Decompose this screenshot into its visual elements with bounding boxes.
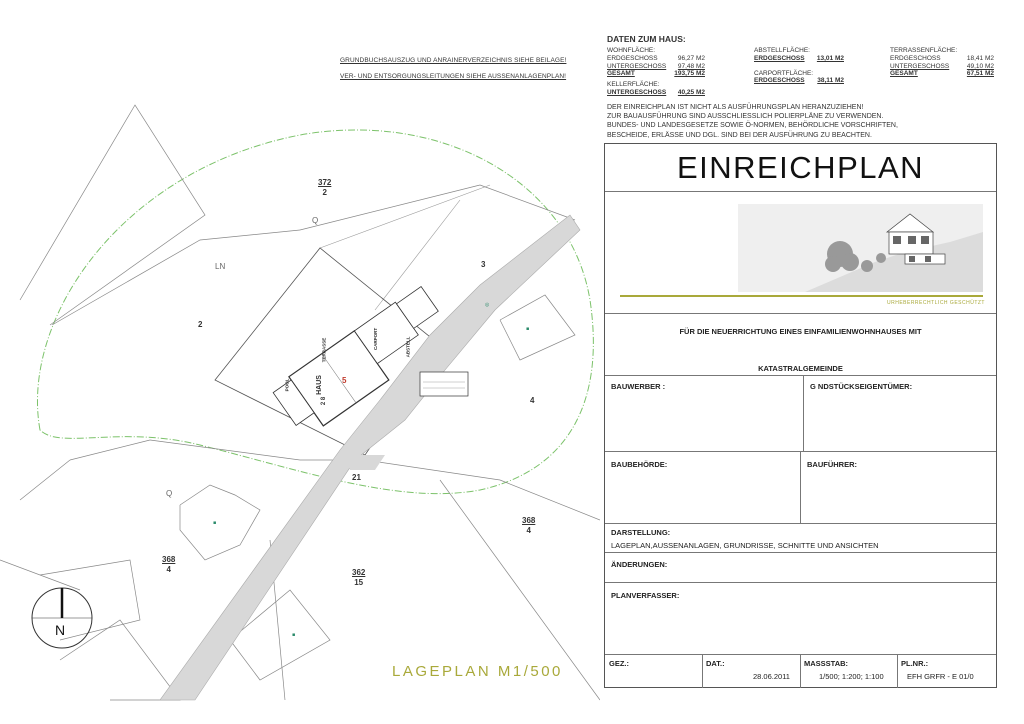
svg-text:▪: ▪: [526, 326, 530, 332]
house-illustration: [605, 192, 996, 312]
footer-row: [605, 655, 996, 688]
row-value: 49,10 M2: [966, 62, 994, 70]
row-value: 193,75 M2: [674, 70, 705, 78]
illustration-caption: URHEBERRECHTLICH GESCHÜTZT: [886, 300, 985, 306]
label-unit-5: 5: [342, 376, 347, 385]
row-value: 40,25 M2: [677, 88, 705, 96]
parcel-3: 3: [481, 260, 486, 269]
label-q-north: Q: [312, 216, 319, 225]
terrassenflaeche-heading: TERRASSENFLÄCHE:: [890, 47, 958, 54]
row-value: 67,51 M2: [966, 70, 994, 78]
parcel-sub: 15: [354, 578, 364, 587]
disclaimer-line: BESCHEIDE, ERLÄSSE UND DGL. SIND BEI DER AUSFÜHRUNG ZU BEACHTEN.: [607, 131, 872, 139]
row-label: ERDGESCHOSS: [754, 77, 805, 85]
row-value: 18,41 M2: [966, 54, 994, 62]
note-leitungen: VER- UND ENTSORGUNGSLEITUNGEN SIEHE AUSSENANLAGENPLAN!: [340, 73, 567, 80]
wohnflaeche-heading: WOHNFLÄCHE:: [607, 47, 656, 54]
row-label: UNTERGESCHOSS: [607, 62, 667, 70]
row-value: 96,27 M2: [677, 54, 705, 62]
wohnflaeche-row: [607, 63, 705, 71]
darstellung-label: DARSTELLUNG:: [611, 528, 671, 537]
aenderungen-section: [605, 553, 996, 583]
planverfasser-label: PLANVERFASSER:: [611, 591, 680, 600]
disclaimer-line: ZUR BAUAUSFÜHRUNG SIND AUSSCHLIESSLICH POLIERPLÄNE ZU VERWENDEN.: [607, 113, 884, 121]
row-value: 38,11 M2: [817, 77, 844, 85]
parcel-368-west: [162, 555, 175, 575]
label-abstell: ABSTELL: [405, 336, 411, 358]
label-haus: HAUS: [315, 375, 323, 395]
plnr-label: PL.NR.:: [901, 659, 929, 668]
parcel-372: [318, 178, 331, 198]
purpose-text: FÜR DIE NEUERRICHTUNG EINES EINFAMILIENWOHNHAUSES MIT: [679, 327, 922, 336]
illustration-section: [605, 192, 996, 314]
grundstueck-label: G NDSTÜCKSEIGENTÜMER:: [810, 382, 913, 391]
parcel-4: 4: [530, 396, 535, 405]
carportflaeche-row: [754, 77, 844, 85]
svg-text:◎: ◎: [485, 302, 490, 308]
title-section: [605, 144, 996, 192]
title-block: [604, 143, 997, 688]
svg-text:▪: ▪: [292, 632, 296, 638]
row-label: UNTERGESCHOSS: [890, 62, 950, 70]
row-label: ERDGESCHOSS: [754, 54, 805, 62]
row-value: 97,48 M2: [677, 62, 705, 70]
parcel-number: 368: [162, 555, 176, 564]
note-grundbuch: GRUNDBUCHSAUSZUG UND ANRAINERVERZEICHNIS SIEHE BEILAGE!: [340, 57, 567, 64]
svg-text:▪: ▪: [213, 520, 217, 526]
house-data-title: DATEN ZUM HAUS:: [607, 34, 686, 44]
kellerflaeche-row: [607, 89, 705, 97]
parcel-368-east: [522, 516, 535, 536]
wohnflaeche-total: [607, 70, 705, 78]
row-value: 13,01 M2: [816, 54, 844, 62]
abstellflaeche-row: [754, 55, 844, 63]
parcel-sub: 4: [526, 526, 531, 535]
katastralgemeinde-label: KATASTRALGEMEINDE: [758, 364, 843, 373]
label-ln: LN: [215, 262, 226, 271]
north-label: N: [55, 622, 66, 638]
parcel-number: 372: [318, 178, 332, 187]
massstab-label: MASSSTAB:: [804, 659, 849, 668]
label-haus-sub: 2 8: [321, 396, 328, 406]
parcel-2: 2: [198, 320, 203, 329]
disclaimer-line: BUNDES- UND LANDESGESETZE SOWIE Ö-NORMEN, BEHÖRDLICHE VORSCHRIFTEN,: [607, 122, 898, 130]
dat-label: DAT.:: [706, 659, 725, 668]
label-carport: CARPORT: [373, 327, 379, 351]
label-terrasse: TERRASSE: [321, 337, 327, 363]
darstellung-value: LAGEPLAN,AUSSENANLAGEN, GRUNDRISSE, SCHNITTE UND ANSICHTEN: [611, 541, 879, 550]
parcel-21: 21: [352, 473, 361, 482]
abstell-carport-block: [754, 47, 844, 85]
plnr-value: EFH GRFR - E 01/0: [907, 672, 974, 681]
row-label: ERDGESCHOSS: [607, 54, 658, 62]
row-label: GESAMT: [607, 70, 635, 78]
parcel-362: [352, 568, 365, 588]
parcel-sub: 4: [166, 565, 171, 574]
boundary-line: [37, 130, 593, 494]
planverfasser-section: [605, 583, 996, 655]
bauwerber-label: BAUWERBER :: [611, 382, 666, 391]
north-arrow-icon: [32, 588, 92, 648]
massstab-value: 1/500; 1:200; 1:100: [819, 672, 884, 681]
abstellflaeche-heading: ABSTELLFLÄCHE:: [754, 47, 810, 54]
terrassenflaeche-block: [890, 47, 994, 78]
terrassenflaeche-total: [890, 70, 994, 78]
house-data: [607, 34, 1002, 96]
baubehoerde-label: BAUBEHÖRDE:: [611, 460, 668, 469]
wohnflaeche-row: [607, 55, 705, 63]
disclaimer: [607, 103, 898, 140]
authority-section: [605, 452, 996, 524]
darstellung-section: [605, 524, 996, 553]
dat-value: 28.06.2011: [753, 672, 790, 681]
main-title: EINREICHPLAN: [676, 150, 925, 185]
baufuehrer-label: BAUFÜHRER:: [807, 460, 857, 469]
row-label: UNTERGESCHOSS: [607, 88, 667, 96]
aenderungen-label: ÄNDERUNGEN:: [611, 560, 668, 569]
row-label: GESAMT: [890, 70, 918, 78]
disclaimer-line: DER EINREICHPLAN IST NICHT ALS AUSFÜHRUNGSPLAN HERANZUZIEHEN!: [607, 104, 864, 111]
label-pool: POOL: [284, 378, 290, 392]
plan-title: LAGEPLAN M1/500: [392, 663, 563, 680]
carportflaeche-heading: CARPORTFLÄCHE:: [754, 69, 814, 77]
gez-label: GEZ.:: [609, 659, 629, 668]
label-q-south: Q: [166, 489, 173, 498]
purpose-section: [605, 314, 996, 376]
row-label: ERDGESCHOSS: [890, 54, 941, 62]
wohnflaeche-block: [607, 47, 705, 97]
parcel-number: 368: [522, 516, 536, 525]
terrassenflaeche-row: [890, 63, 994, 71]
owner-section: [605, 376, 996, 452]
parcel-number: 362: [352, 568, 366, 577]
parcel-sub: 2: [322, 188, 327, 197]
terrassenflaeche-row: [890, 55, 994, 63]
kellerflaeche-heading: KELLERFLÄCHE:: [607, 81, 660, 89]
